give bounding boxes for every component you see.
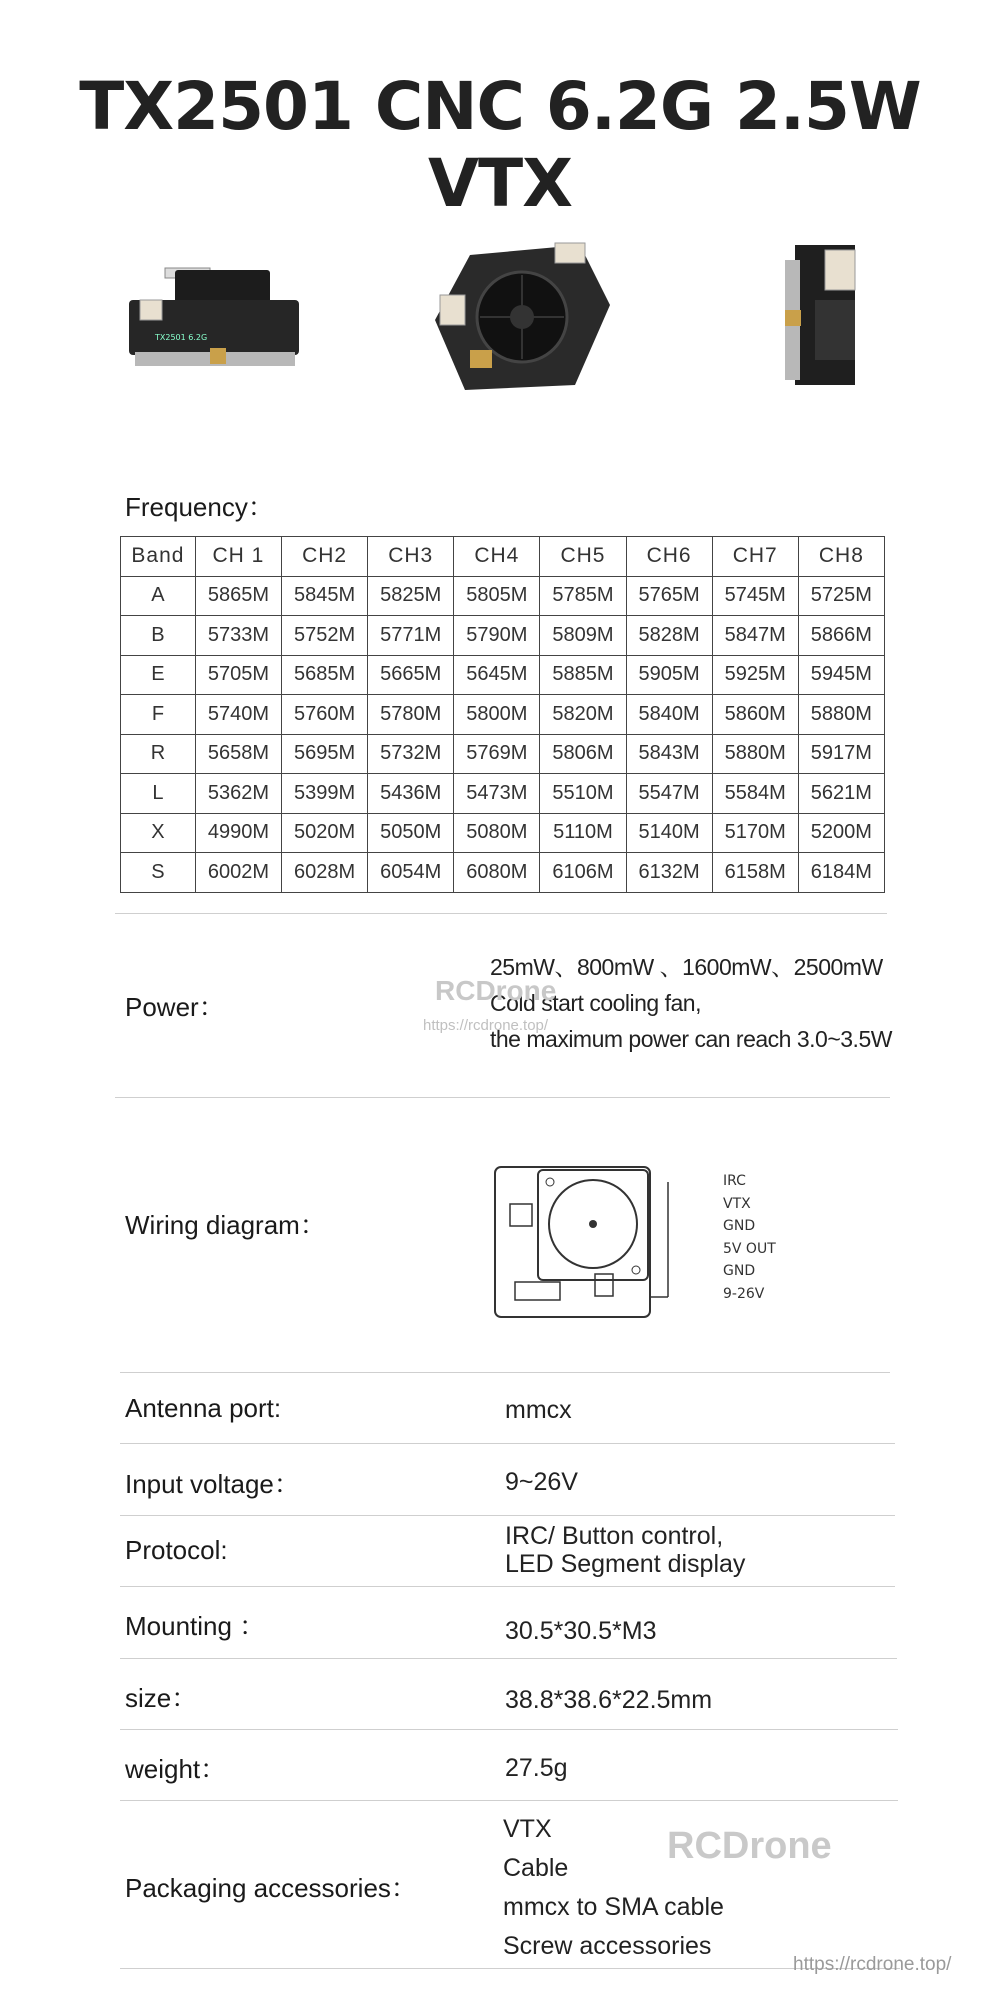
wiring-pin-label: VTX bbox=[723, 1195, 751, 1212]
table-row bbox=[121, 695, 885, 735]
band-column-header: Band bbox=[121, 537, 196, 577]
table-row bbox=[121, 734, 885, 774]
channel-column-header: CH 1 bbox=[195, 537, 281, 577]
frequency-cell: 5905M bbox=[626, 655, 712, 695]
weight-label: weight： bbox=[125, 1754, 227, 1784]
band-cell: X bbox=[121, 813, 196, 853]
mounting-value: 30.5*30.5*M3 bbox=[505, 1617, 657, 1645]
frequency-cell: 5050M bbox=[368, 813, 454, 853]
table-row bbox=[121, 576, 885, 616]
antenna-label: Antenna port: bbox=[125, 1393, 282, 1423]
frequency-cell: 5732M bbox=[368, 734, 454, 774]
voltage-label: Input voltage： bbox=[125, 1469, 300, 1499]
frequency-cell: 5945M bbox=[798, 655, 884, 695]
packaging-item: Cable bbox=[503, 1854, 569, 1882]
frequency-cell: 5925M bbox=[712, 655, 798, 695]
frequency-cell: 5843M bbox=[626, 734, 712, 774]
protocol-value-line2: LED Segment display bbox=[505, 1550, 746, 1578]
band-cell: E bbox=[121, 655, 196, 695]
wiring-pin-label: IRC bbox=[723, 1173, 746, 1189]
frequency-cell: 5745M bbox=[712, 576, 798, 616]
table-row bbox=[121, 655, 885, 695]
wiring-diagram bbox=[490, 1162, 725, 1332]
frequency-cell: 4990M bbox=[195, 813, 281, 853]
frequency-cell: 5584M bbox=[712, 774, 798, 814]
frequency-table bbox=[120, 536, 885, 893]
frequency-cell: 5473M bbox=[454, 774, 540, 814]
product-image-side bbox=[125, 260, 305, 370]
frequency-cell: 5725M bbox=[798, 576, 884, 616]
divider bbox=[115, 913, 887, 914]
frequency-cell: 5840M bbox=[626, 695, 712, 735]
frequency-cell: 5847M bbox=[712, 616, 798, 656]
divider bbox=[120, 1515, 895, 1516]
frequency-cell: 5800M bbox=[454, 695, 540, 735]
frequency-cell: 5769M bbox=[454, 734, 540, 774]
protocol-label: Protocol: bbox=[125, 1535, 228, 1565]
watermark-url-small: https://rcdrone.top/ bbox=[423, 1017, 549, 1034]
product-image-top bbox=[430, 235, 615, 405]
frequency-cell: 5771M bbox=[368, 616, 454, 656]
size-value: 38.8*38.6*22.5mm bbox=[505, 1686, 713, 1714]
wiring-pin-label: GND bbox=[723, 1218, 756, 1234]
channel-column-header: CH8 bbox=[798, 537, 884, 577]
frequency-cell: 5765M bbox=[626, 576, 712, 616]
table-row bbox=[121, 813, 885, 853]
frequency-cell: 5866M bbox=[798, 616, 884, 656]
power-label: Power： bbox=[125, 992, 225, 1022]
frequency-cell: 5760M bbox=[282, 695, 368, 735]
divider bbox=[120, 1443, 895, 1444]
band-cell: B bbox=[121, 616, 196, 656]
wiring-pin-label: 5V OUT bbox=[723, 1240, 776, 1257]
wiring-label: Wiring diagram： bbox=[125, 1210, 326, 1240]
channel-column-header: CH4 bbox=[454, 537, 540, 577]
frequency-cell: 5806M bbox=[540, 734, 626, 774]
table-row bbox=[121, 774, 885, 814]
frequency-cell: 5665M bbox=[368, 655, 454, 695]
frequency-cell: 5917M bbox=[798, 734, 884, 774]
protocol-value-line1: IRC/ Button control, bbox=[505, 1522, 724, 1550]
channel-column-header: CH5 bbox=[540, 537, 626, 577]
frequency-cell: 6132M bbox=[626, 853, 712, 893]
size-label: size： bbox=[125, 1683, 198, 1713]
svg-text:TX2501 6.2G: TX2501 6.2G bbox=[155, 333, 208, 342]
channel-column-header: CH6 bbox=[626, 537, 712, 577]
frequency-cell: 5705M bbox=[195, 655, 281, 695]
divider bbox=[120, 1800, 898, 1801]
page-title: TX2501 CNC 6.2G 2.5W VTX bbox=[79, 68, 921, 222]
table-row bbox=[121, 616, 885, 656]
band-cell: F bbox=[121, 695, 196, 735]
divider bbox=[115, 1097, 890, 1098]
frequency-cell: 6028M bbox=[282, 853, 368, 893]
divider bbox=[120, 1968, 900, 1969]
divider bbox=[120, 1658, 897, 1659]
watermark-brand: RCDrone bbox=[435, 975, 557, 1006]
frequency-cell: 5547M bbox=[626, 774, 712, 814]
divider bbox=[120, 1372, 890, 1373]
frequency-cell: 5362M bbox=[195, 774, 281, 814]
divider bbox=[120, 1586, 895, 1587]
frequency-cell: 5510M bbox=[540, 774, 626, 814]
watermark-url: https://rcdrone.top/ bbox=[793, 1954, 952, 1975]
power-fan-note: Cold start cooling fan, bbox=[490, 990, 701, 1016]
frequency-cell: 5733M bbox=[195, 616, 281, 656]
frequency-cell: 5140M bbox=[626, 813, 712, 853]
watermark-brand: RCDrone bbox=[667, 1825, 832, 1867]
wiring-pin-label: 9-26V bbox=[723, 1285, 765, 1302]
weight-value: 27.5g bbox=[505, 1754, 568, 1782]
frequency-cell: 5685M bbox=[282, 655, 368, 695]
packaging-item: VTX bbox=[503, 1815, 552, 1843]
mounting-label: Mounting ： bbox=[125, 1611, 266, 1641]
frequency-header-row bbox=[121, 537, 885, 577]
channel-column-header: CH2 bbox=[282, 537, 368, 577]
frequency-cell: 5399M bbox=[282, 774, 368, 814]
frequency-cell: 5809M bbox=[540, 616, 626, 656]
frequency-cell: 5845M bbox=[282, 576, 368, 616]
antenna-value: mmcx bbox=[505, 1396, 572, 1424]
band-cell: R bbox=[121, 734, 196, 774]
frequency-cell: 6002M bbox=[195, 853, 281, 893]
voltage-value: 9~26V bbox=[505, 1468, 578, 1496]
frequency-cell: 5880M bbox=[798, 695, 884, 735]
frequency-cell: 5170M bbox=[712, 813, 798, 853]
wiring-pin-label: GND bbox=[723, 1263, 756, 1279]
band-cell: A bbox=[121, 576, 196, 616]
frequency-cell: 5780M bbox=[368, 695, 454, 735]
frequency-cell: 5200M bbox=[798, 813, 884, 853]
channel-column-header: CH3 bbox=[368, 537, 454, 577]
frequency-cell: 6080M bbox=[454, 853, 540, 893]
frequency-cell: 5785M bbox=[540, 576, 626, 616]
band-cell: L bbox=[121, 774, 196, 814]
product-image-end bbox=[770, 240, 870, 395]
frequency-cell: 5805M bbox=[454, 576, 540, 616]
frequency-cell: 5865M bbox=[195, 576, 281, 616]
frequency-cell: 5740M bbox=[195, 695, 281, 735]
packaging-label: Packaging accessories： bbox=[125, 1873, 417, 1903]
frequency-cell: 5020M bbox=[282, 813, 368, 853]
power-levels: 25mW、800mW 、1600mW、2500mW bbox=[490, 954, 883, 980]
frequency-cell: 6054M bbox=[368, 853, 454, 893]
table-row bbox=[121, 853, 885, 893]
packaging-item: Screw accessories bbox=[503, 1932, 712, 1960]
frequency-cell: 6106M bbox=[540, 853, 626, 893]
packaging-item: mmcx to SMA cable bbox=[503, 1893, 724, 1921]
frequency-cell: 5752M bbox=[282, 616, 368, 656]
frequency-cell: 5860M bbox=[712, 695, 798, 735]
frequency-cell: 5880M bbox=[712, 734, 798, 774]
frequency-cell: 5110M bbox=[540, 813, 626, 853]
frequency-cell: 6184M bbox=[798, 853, 884, 893]
frequency-cell: 5658M bbox=[195, 734, 281, 774]
frequency-cell: 6158M bbox=[712, 853, 798, 893]
frequency-cell: 5080M bbox=[454, 813, 540, 853]
frequency-cell: 5828M bbox=[626, 616, 712, 656]
frequency-cell: 5695M bbox=[282, 734, 368, 774]
frequency-cell: 5621M bbox=[798, 774, 884, 814]
frequency-cell: 5645M bbox=[454, 655, 540, 695]
frequency-cell: 5825M bbox=[368, 576, 454, 616]
power-max-note: the maximum power can reach 3.0~3.5W bbox=[490, 1026, 892, 1052]
band-cell: S bbox=[121, 853, 196, 893]
divider bbox=[120, 1729, 898, 1730]
channel-column-header: CH7 bbox=[712, 537, 798, 577]
frequency-label: Frequency： bbox=[125, 492, 274, 522]
frequency-cell: 5436M bbox=[368, 774, 454, 814]
frequency-cell: 5790M bbox=[454, 616, 540, 656]
frequency-cell: 5820M bbox=[540, 695, 626, 735]
frequency-cell: 5885M bbox=[540, 655, 626, 695]
